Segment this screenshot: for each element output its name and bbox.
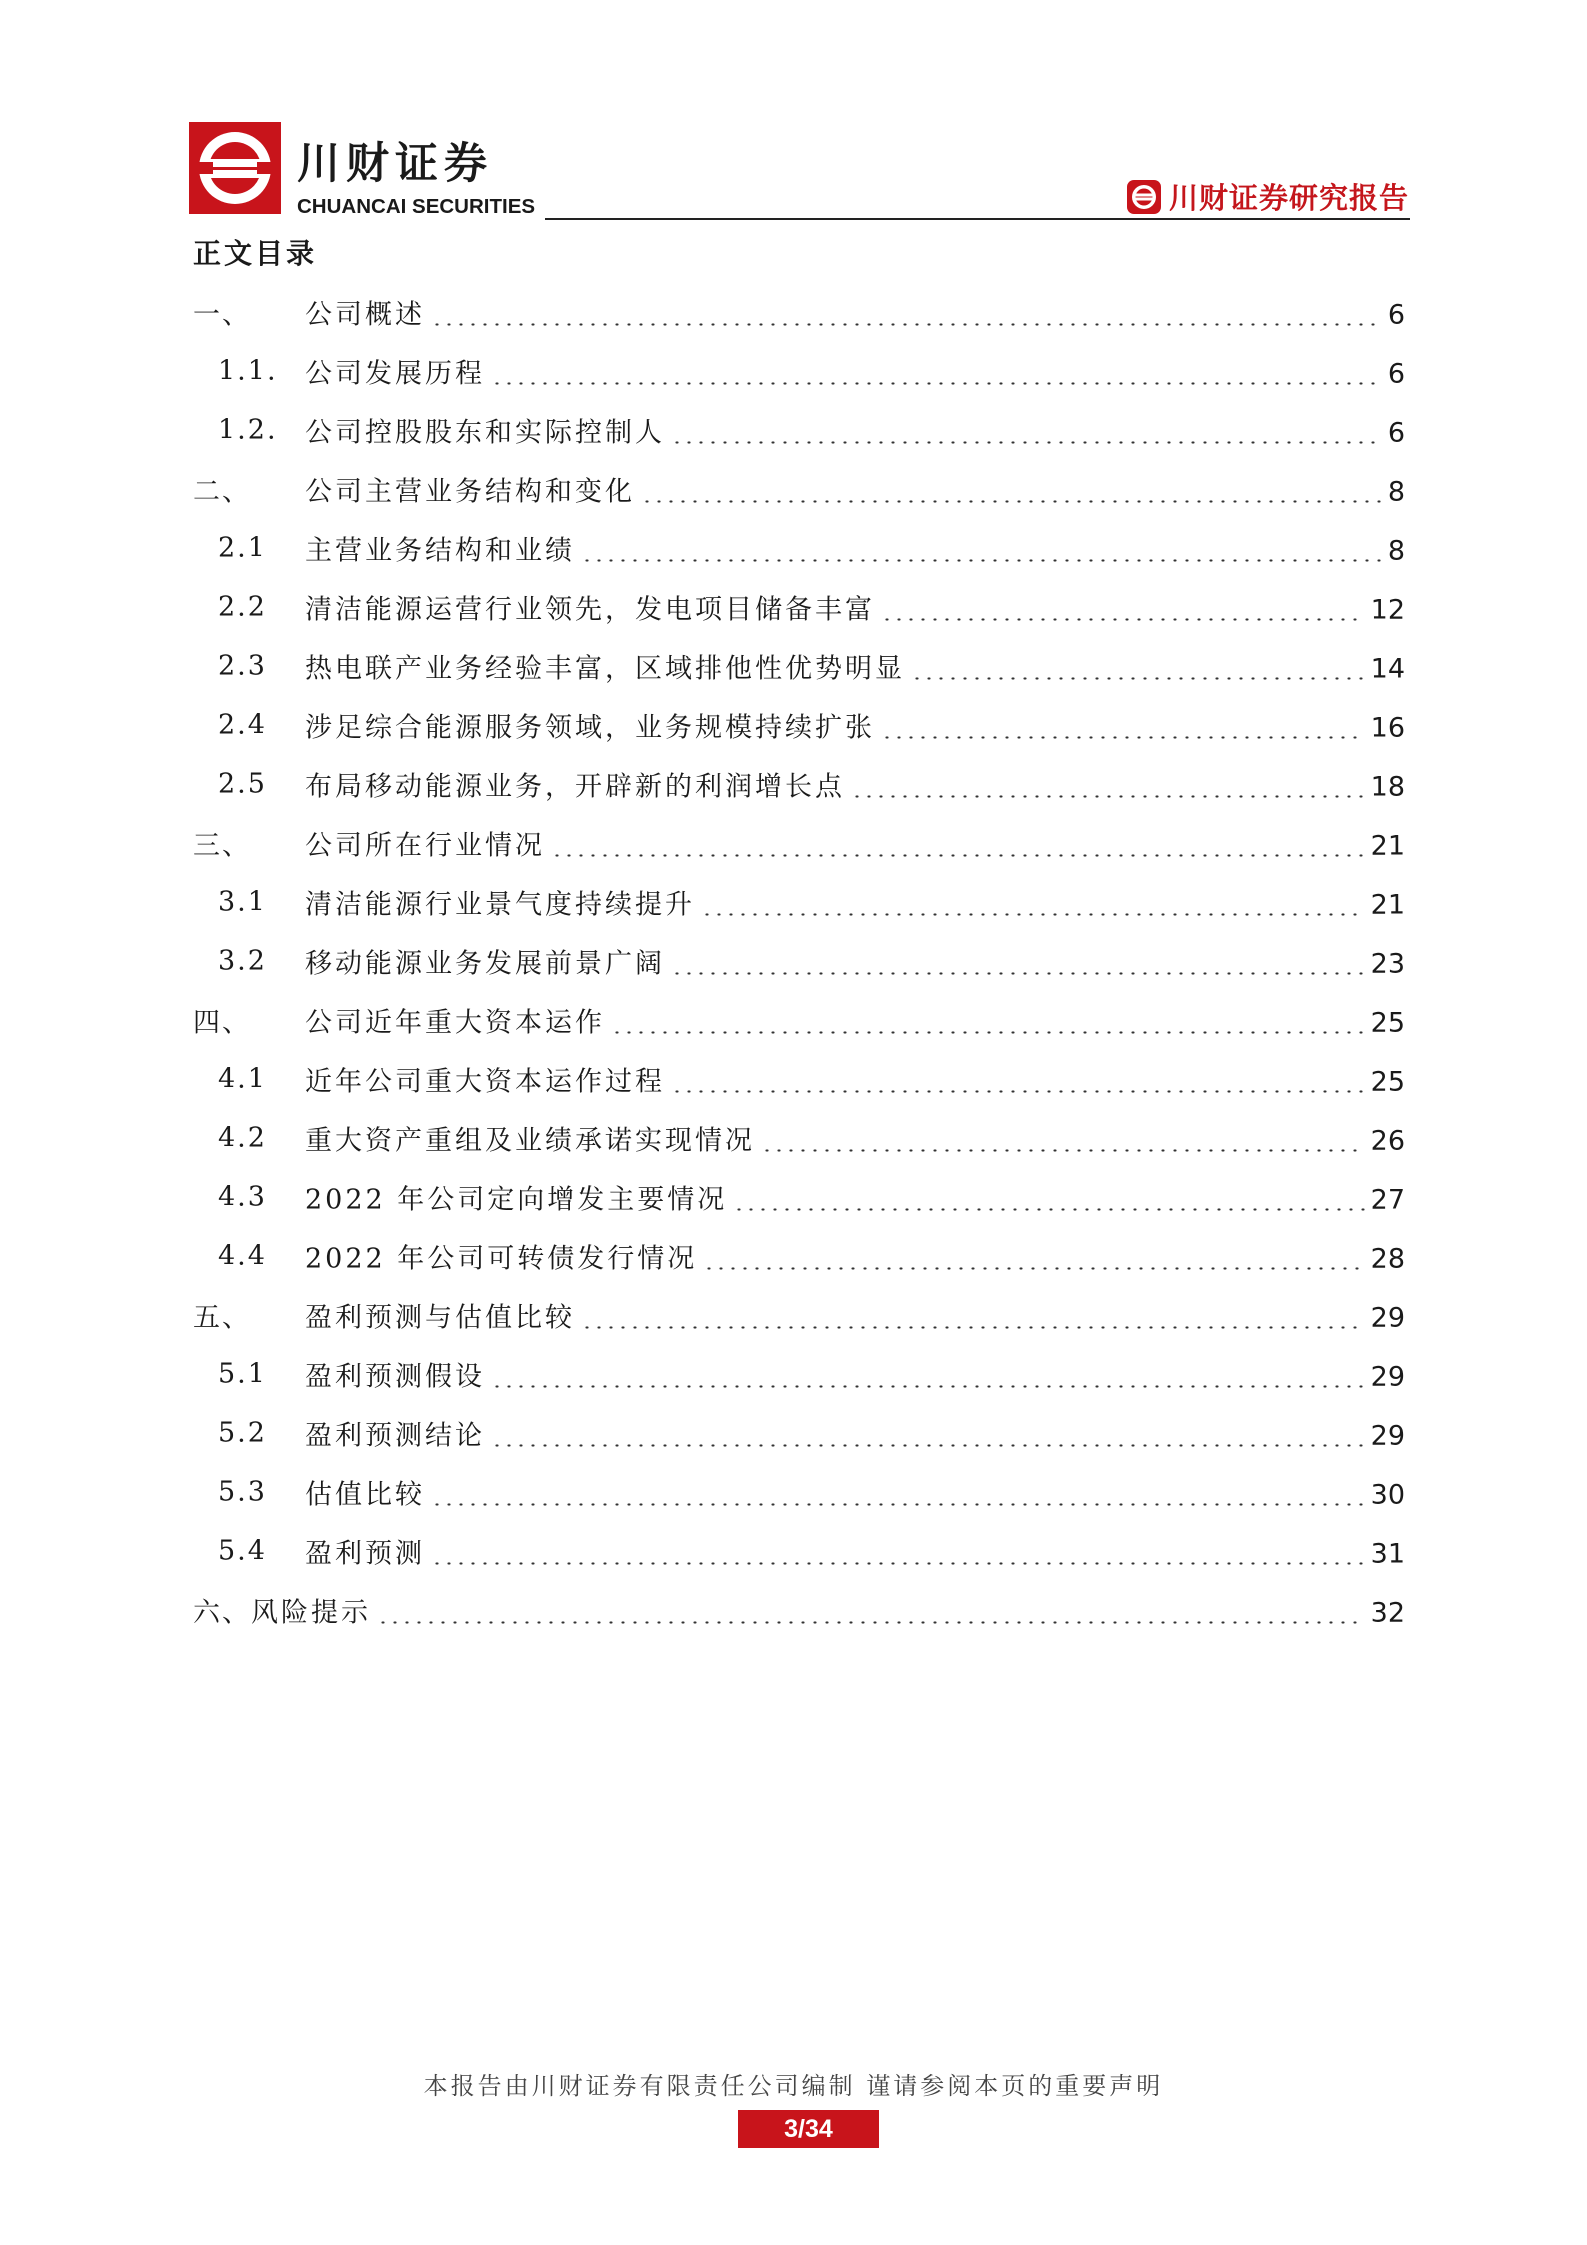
toc-title: 正文目录 — [193, 237, 318, 270]
toc-dot-leader — [701, 913, 1365, 915]
toc-entry-title: 公司发展历程 — [305, 358, 485, 389]
toc-dot-leader — [881, 736, 1365, 738]
toc-entry[interactable] — [193, 636, 1405, 695]
toc-entry[interactable] — [193, 1403, 1405, 1462]
company-name-en: CHUANCAI SECURITIES — [297, 195, 536, 218]
toc-entry-page: 6 — [1387, 299, 1405, 330]
toc-entry-page: 12 — [1370, 594, 1405, 625]
toc-entry-page: 29 — [1370, 1302, 1405, 1333]
toc-entry-page: 6 — [1387, 417, 1405, 448]
toc-entry-title: 主营业务结构和业绩 — [305, 535, 575, 566]
toc-dot-leader — [761, 1149, 1365, 1151]
toc-entry[interactable] — [193, 1580, 1405, 1639]
toc-dot-leader — [491, 1385, 1365, 1387]
toc-entry-page: 32 — [1370, 1597, 1405, 1628]
report-tag-label: 川财证券研究报告 — [1168, 181, 1409, 215]
toc-entry-title: 布局移动能源业务，开辟新的利润增长点 — [305, 771, 845, 802]
toc-dot-leader — [733, 1208, 1364, 1210]
footer-disclaimer: 本报告由川财证券有限责任公司编制 谨请参阅本页的重要声明 — [423, 2072, 1164, 2100]
toc-entry[interactable] — [193, 872, 1405, 931]
toc-entry[interactable] — [193, 577, 1405, 636]
toc-entry[interactable] — [193, 990, 1405, 1049]
chuancai-small-logo-icon — [1127, 180, 1161, 214]
toc-entry-title: 清洁能源行业景气度持续提升 — [305, 889, 695, 920]
toc-entry-number: 4.1 — [218, 1063, 267, 1094]
toc-dot-leader — [431, 323, 1382, 325]
toc-entry-title: 公司概述 — [305, 299, 425, 330]
toc-entry-number: 5.4 — [218, 1535, 267, 1566]
toc-entry-title: 近年公司重大资本运作过程 — [305, 1066, 665, 1097]
toc-dot-leader — [431, 1562, 1365, 1564]
toc-dot-leader — [611, 1031, 1365, 1033]
company-name-cn: 川财证券 — [297, 139, 493, 189]
toc-dot-leader — [881, 618, 1365, 620]
toc-dot-leader — [671, 972, 1365, 974]
toc-entry-number: 2.3 — [218, 650, 267, 681]
toc-entry-title: 估值比较 — [305, 1479, 425, 1510]
toc-entry-number: 2.1 — [218, 532, 267, 563]
toc-dot-leader — [581, 559, 1382, 561]
toc-entry[interactable] — [193, 282, 1405, 341]
report-tag — [1127, 176, 1409, 217]
toc-entry-number: 2.5 — [218, 768, 267, 799]
page-number-badge: 3/34 — [738, 2110, 879, 2148]
toc-entry-page: 16 — [1370, 712, 1405, 743]
toc-dot-leader — [431, 1503, 1365, 1505]
toc-entry-page: 31 — [1370, 1538, 1405, 1569]
toc-dot-leader — [671, 1090, 1365, 1092]
toc-dot-leader — [851, 795, 1365, 797]
toc-entry-page: 28 — [1370, 1243, 1405, 1274]
toc-entry[interactable] — [193, 813, 1405, 872]
toc-entry-page: 25 — [1370, 1066, 1405, 1097]
toc-entry[interactable] — [193, 518, 1405, 577]
toc-entry-title: 盈利预测结论 — [305, 1420, 485, 1451]
toc-entry[interactable] — [193, 1285, 1405, 1344]
toc-dot-leader — [581, 1326, 1365, 1328]
toc-entry-title: 热电联产业务经验丰富，区域排他性优势明显 — [305, 653, 905, 684]
toc-entry-number: 5.1 — [218, 1358, 267, 1389]
toc-dot-leader — [671, 441, 1382, 443]
toc-entry-title: 清洁能源运营行业领先，发电项目储备丰富 — [305, 594, 875, 625]
toc-entry-number: 1.1. — [218, 355, 278, 386]
toc-entry-page: 25 — [1370, 1007, 1405, 1038]
toc-entry-number: 5.3 — [218, 1476, 267, 1507]
toc-dot-leader — [551, 854, 1365, 856]
toc-entry[interactable] — [193, 1344, 1405, 1403]
toc-dot-leader — [491, 382, 1382, 384]
toc-entry-page: 18 — [1370, 771, 1405, 802]
toc-entry-title: 公司主营业务结构和变化 — [305, 476, 635, 507]
toc-entry-page: 29 — [1370, 1361, 1405, 1392]
toc-entry-number: 三、 — [193, 830, 251, 861]
toc-entry[interactable] — [193, 1521, 1405, 1580]
toc-entry-page: 21 — [1370, 830, 1405, 861]
toc-entry-title: 盈利预测与估值比较 — [305, 1302, 575, 1333]
toc-entry[interactable] — [193, 1108, 1405, 1167]
toc-entry[interactable] — [193, 754, 1405, 813]
toc-entry-page: 14 — [1370, 653, 1405, 684]
toc-entry-number: 五、 — [193, 1302, 251, 1333]
toc-entry[interactable] — [193, 1167, 1405, 1226]
toc-entry-title: 风险提示 — [251, 1597, 371, 1628]
toc-entry-title: 盈利预测假设 — [305, 1361, 485, 1392]
toc-entry-title: 公司所在行业情况 — [305, 830, 545, 861]
toc-entry-page: 29 — [1370, 1420, 1405, 1451]
toc-dot-leader — [491, 1444, 1365, 1446]
toc-entry-page: 23 — [1370, 948, 1405, 979]
toc-entry-number: 四、 — [193, 1007, 251, 1038]
toc-entry-number: 1.2. — [218, 414, 278, 445]
toc-entry-title: 2022 年公司定向增发主要情况 — [305, 1184, 728, 1215]
toc-entry-title: 涉足综合能源服务领域，业务规模持续扩张 — [305, 712, 875, 743]
toc-dot-leader — [703, 1267, 1364, 1269]
toc-entry-number: 六、 — [193, 1597, 251, 1628]
toc-entry[interactable] — [193, 341, 1405, 400]
table-of-contents — [193, 282, 1405, 1639]
toc-entry-number: 2.4 — [218, 709, 267, 740]
toc-entry-number: 二、 — [193, 476, 251, 507]
toc-entry[interactable] — [193, 400, 1405, 459]
toc-entry-number: 4.4 — [218, 1240, 267, 1271]
toc-entry-title: 移动能源业务发展前景广阔 — [305, 948, 665, 979]
toc-dot-leader — [377, 1621, 1365, 1623]
toc-entry-page: 27 — [1370, 1184, 1405, 1215]
toc-entry-number: 5.2 — [218, 1417, 267, 1448]
toc-entry[interactable] — [193, 931, 1405, 990]
toc-entry-page: 30 — [1370, 1479, 1405, 1510]
toc-entry-title: 盈利预测 — [305, 1538, 425, 1569]
toc-entry-title: 公司控股股东和实际控制人 — [305, 417, 665, 448]
toc-entry-title: 重大资产重组及业绩承诺实现情况 — [305, 1125, 755, 1156]
toc-entry-page: 8 — [1387, 476, 1405, 507]
toc-entry-title: 公司近年重大资本运作 — [305, 1007, 605, 1038]
toc-entry-number: 4.3 — [218, 1181, 267, 1212]
toc-entry[interactable] — [193, 459, 1405, 518]
toc-dot-leader — [641, 500, 1382, 502]
toc-entry-page: 6 — [1387, 358, 1405, 389]
header-divider — [545, 218, 1410, 220]
toc-entry[interactable] — [193, 1049, 1405, 1108]
toc-entry-number: 4.2 — [218, 1122, 267, 1153]
chuancai-logo-icon — [189, 122, 281, 214]
toc-entry-number: 3.2 — [218, 945, 267, 976]
toc-entry-page: 26 — [1370, 1125, 1405, 1156]
toc-entry-number: 一、 — [193, 299, 251, 330]
toc-entry[interactable] — [193, 1226, 1405, 1285]
toc-entry-page: 21 — [1370, 889, 1405, 920]
toc-entry-number: 2.2 — [218, 591, 267, 622]
toc-entry-number: 3.1 — [218, 886, 267, 917]
toc-entry-page: 8 — [1387, 535, 1405, 566]
toc-dot-leader — [911, 677, 1365, 679]
toc-entry[interactable] — [193, 1462, 1405, 1521]
toc-entry-title: 2022 年公司可转债发行情况 — [305, 1243, 698, 1274]
toc-entry[interactable] — [193, 695, 1405, 754]
